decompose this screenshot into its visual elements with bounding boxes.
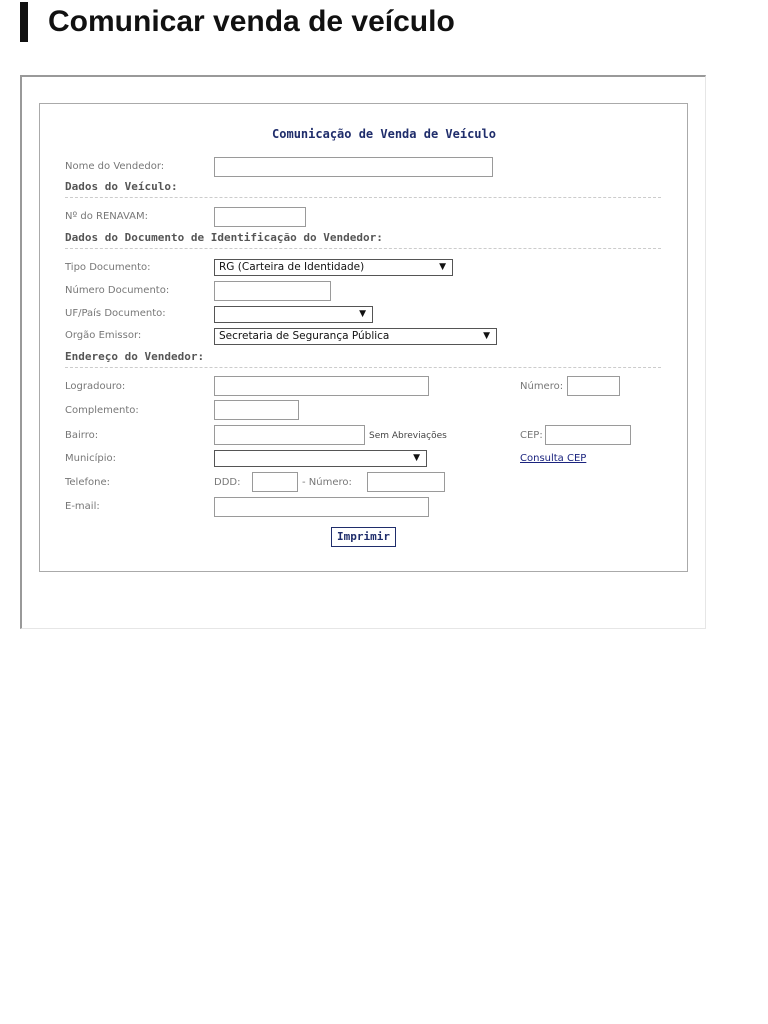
orgao-emissor-select[interactable] xyxy=(214,328,497,345)
nome-vendedor-label: Nome do Vendedor: xyxy=(65,161,165,172)
logradouro-input[interactable] xyxy=(214,376,429,396)
title-accent-bar xyxy=(20,2,28,42)
logradouro-label: Logradouro: xyxy=(65,381,126,392)
section-divider xyxy=(65,367,661,368)
numero-input[interactable] xyxy=(567,376,620,396)
section-divider xyxy=(65,197,661,198)
uf-pais-select[interactable] xyxy=(214,306,373,323)
numero-documento-label: Número Documento: xyxy=(65,285,170,296)
renavam-input[interactable] xyxy=(214,207,306,227)
form-heading: Comunicação de Venda de Veículo xyxy=(272,127,496,141)
telefone-numero-label: - Número: xyxy=(302,477,352,488)
dropdown-arrow-icon: ▼ xyxy=(483,331,490,341)
cep-label: CEP: xyxy=(520,430,543,441)
ddd-label: DDD: xyxy=(214,477,241,488)
imprimir-button[interactable]: Imprimir xyxy=(331,527,396,547)
email-label: E-mail: xyxy=(65,501,100,512)
dropdown-arrow-icon: ▼ xyxy=(439,262,446,272)
complemento-label: Complemento: xyxy=(65,405,139,416)
consulta-cep-link[interactable]: Consulta CEP xyxy=(520,453,587,464)
bairro-label: Bairro: xyxy=(65,430,99,441)
uf-pais-label: UF/País Documento: xyxy=(65,308,166,319)
municipio-label: Município: xyxy=(65,453,116,464)
complemento-input[interactable] xyxy=(214,400,299,420)
page-title: Comunicar venda de veículo xyxy=(48,5,455,38)
email-input[interactable] xyxy=(214,497,429,517)
section-dados-veiculo: Dados do Veículo: xyxy=(65,180,178,193)
tipo-documento-label: Tipo Documento: xyxy=(65,262,151,273)
bairro-hint: Sem Abreviações xyxy=(369,431,447,441)
numero-label: Número: xyxy=(520,381,564,392)
ddd-input[interactable] xyxy=(252,472,298,492)
tipo-documento-value: RG (Carteira de Identidade) xyxy=(219,261,365,273)
bairro-input[interactable] xyxy=(214,425,365,445)
dropdown-arrow-icon: ▼ xyxy=(359,309,366,319)
section-divider xyxy=(65,248,661,249)
tipo-documento-select[interactable] xyxy=(214,259,453,276)
orgao-emissor-label: Orgão Emissor: xyxy=(65,330,142,341)
orgao-emissor-value: Secretaria de Segurança Pública xyxy=(219,330,390,342)
cep-input[interactable] xyxy=(545,425,631,445)
section-endereco-vendedor: Endereço do Vendedor: xyxy=(65,350,205,363)
numero-documento-input[interactable] xyxy=(214,281,331,301)
section-dados-documento: Dados do Documento de Identificação do Vendedor: xyxy=(65,231,383,244)
renavam-label: Nº do RENAVAM: xyxy=(65,211,149,222)
telefone-label: Telefone: xyxy=(65,477,110,488)
telefone-numero-input[interactable] xyxy=(367,472,445,492)
municipio-select[interactable] xyxy=(214,450,427,467)
nome-vendedor-input[interactable] xyxy=(214,157,493,177)
dropdown-arrow-icon: ▼ xyxy=(413,453,420,463)
